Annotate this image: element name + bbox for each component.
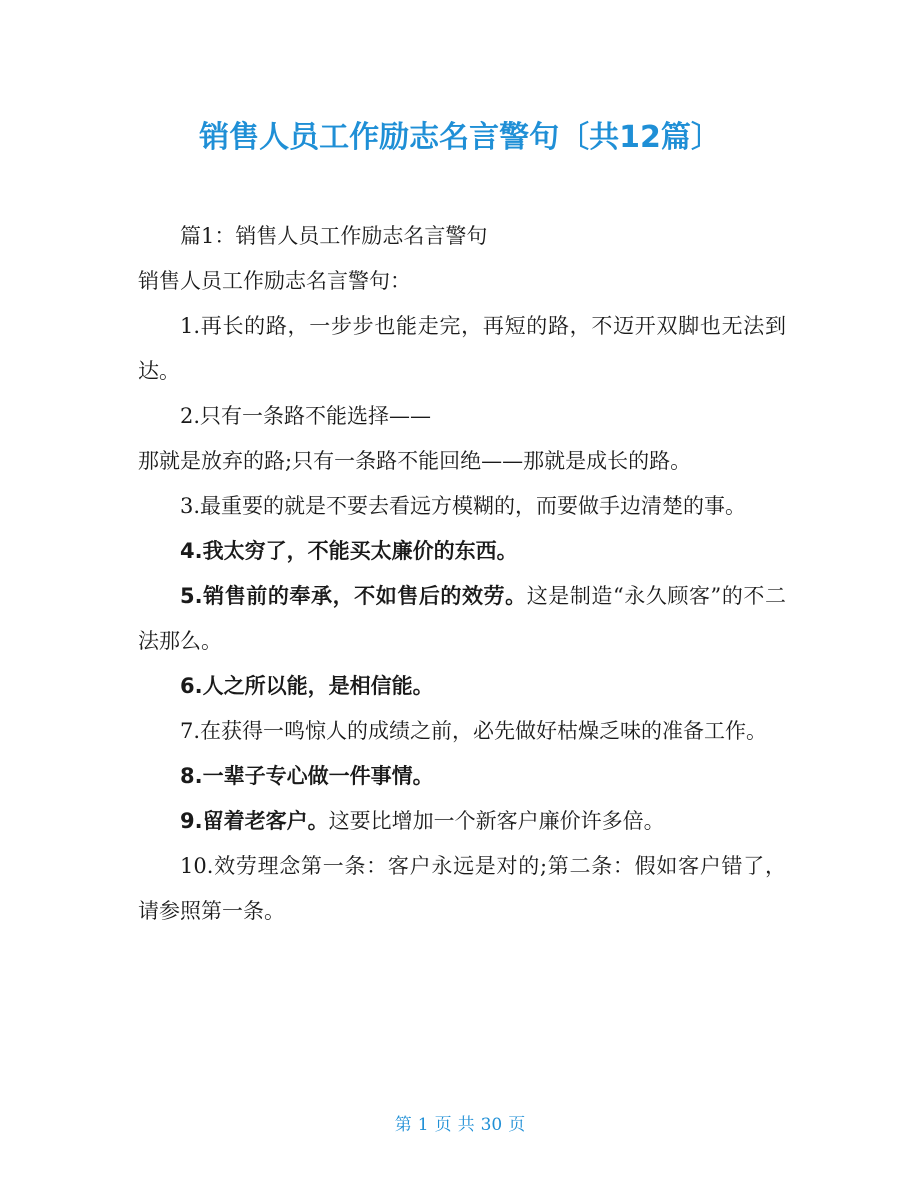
paragraph-text: 篇1：销售人员工作励志名言警句 bbox=[180, 224, 488, 248]
footer-label-di: 第 bbox=[394, 1115, 412, 1135]
document-body bbox=[138, 214, 786, 934]
section-intro bbox=[138, 259, 786, 304]
paragraph-text: 那就是放弃的路;只有一条路不能回绝——那就是成长的路。 bbox=[138, 449, 692, 473]
quote-paragraph bbox=[138, 709, 786, 754]
paragraph-bold-text: 6.人之所以能，是相信能。 bbox=[180, 674, 434, 698]
quote-paragraph bbox=[138, 664, 786, 709]
paragraph-bold-text: 4.我太穷了，不能买太廉价的东西。 bbox=[180, 539, 518, 563]
section-heading bbox=[138, 214, 786, 259]
paragraph-text: 这要比增加一个新客户廉价许多倍。 bbox=[328, 809, 665, 833]
paragraph-text: 1.再长的路，一步步也能走完，再短的路，不迈开双脚也无法到达。 bbox=[138, 314, 786, 383]
paragraph-text: 销售人员工作励志名言警句： bbox=[138, 269, 411, 293]
document-title: 销售人员工作励志名言警句〔共12篇〕 bbox=[199, 120, 721, 155]
paragraph-text: 2.只有一条路不能选择—— bbox=[180, 404, 432, 428]
paragraph-text: 10.效劳理念第一条：客户永远是对的;第二条：假如客户错了，请参照第一条。 bbox=[138, 854, 786, 923]
paragraph-text: 7.在获得一鸣惊人的成绩之前，必先做好枯燥乏味的准备工作。 bbox=[180, 719, 768, 743]
paragraph-bold-text: 5.销售前的奉承，不如售后的效劳。 bbox=[180, 584, 527, 608]
quote-paragraph bbox=[138, 754, 786, 799]
page-footer bbox=[0, 1112, 920, 1138]
paragraph-bold-text: 9.留着老客户。 bbox=[180, 809, 329, 833]
quote-paragraph bbox=[138, 844, 786, 934]
paragraph-text: 这是制造“永久顾客”的不二法那么。 bbox=[138, 584, 786, 653]
paragraph-bold-text: 8.一辈子专心做一件事情。 bbox=[180, 764, 434, 788]
footer-label-ye: 页 bbox=[434, 1115, 452, 1135]
paragraph-text: 3.最重要的就是不要去看远方模糊的，而要做手边清楚的事。 bbox=[180, 494, 747, 518]
quote-paragraph-continued bbox=[138, 439, 786, 484]
total-pages-number: 30 bbox=[480, 1115, 503, 1135]
footer-label-gong: 共 bbox=[457, 1115, 475, 1135]
quote-paragraph bbox=[138, 574, 786, 664]
quote-paragraph bbox=[138, 394, 786, 439]
quote-paragraph bbox=[138, 799, 786, 844]
footer-label-ye: 页 bbox=[508, 1115, 526, 1135]
quote-paragraph bbox=[138, 529, 786, 574]
quote-paragraph bbox=[138, 304, 786, 394]
current-page-number: 1 bbox=[417, 1115, 429, 1135]
quote-paragraph bbox=[138, 484, 786, 529]
